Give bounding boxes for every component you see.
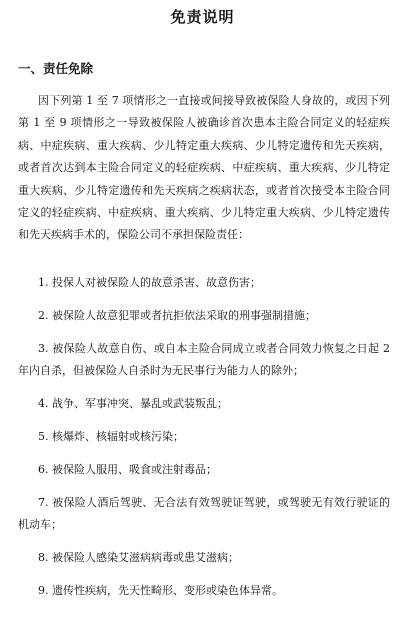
exclusion-item-8: 8. 被保险人感染艾滋病病毒或患艾滋病； [38,551,239,564]
document-title: 免责说明 [170,8,235,26]
exclusion-item-6: 6. 被保险人服用、吸食或注射毒品； [38,463,217,476]
exclusion-item-5: 5. 核爆炸、核辐射或核污染； [38,430,184,443]
exclusion-item-7: 7. 被保险人酒后驾驶、无合法有效驾驶证驾驶，或驾驶无有效行驶证的机动车； [18,496,390,531]
exclusion-item-4: 4. 战争、军事冲突、暴乱或武装叛乱； [38,397,228,410]
exclusion-item-2: 2. 被保险人故意犯罪或者抗拒依法采取的刑事强制措施； [38,309,316,322]
exclusion-item-1: 1. 投保人对被保险人的故意杀害、故意伤害； [38,276,261,289]
exclusion-item-3: 3. 被保险人故意自伤、或自本主险合同成立或者合同效力恢复之日起 2 年内自杀，但被保险人自杀时为无民事行为能力人的除外； [18,342,390,377]
intro-paragraph: 因下列第 1 至 7 项情形之一直接或间接导致被保险人身故的，或因下列第 1 至 9 项情形之一导致被保险人被确诊首次患本主险合同定义的轻症疾病、中症疾病、重大疾病、少儿特定重大疾病、少儿特定遗传和先天疾病，或者首次达到本主险合同定义的轻症疾病、中症疾病、重大疾病、少儿特定重大疾病、少儿特定遗传和先天疾病之疾病状态，或者首次接受本主险合同定义的轻症疾病、中症疾病、重大疾病、少儿特定重大疾病、少儿特定遗传和先天疾病手术的，保险公司不承担保险责任： [18,94,390,242]
exclusion-list [18,272,390,613]
section-heading: 一、责任免除 [18,61,94,76]
exclusion-item-9: 9. 遗传性疾病，先天性畸形、变形或染色体异常。 [38,584,283,597]
